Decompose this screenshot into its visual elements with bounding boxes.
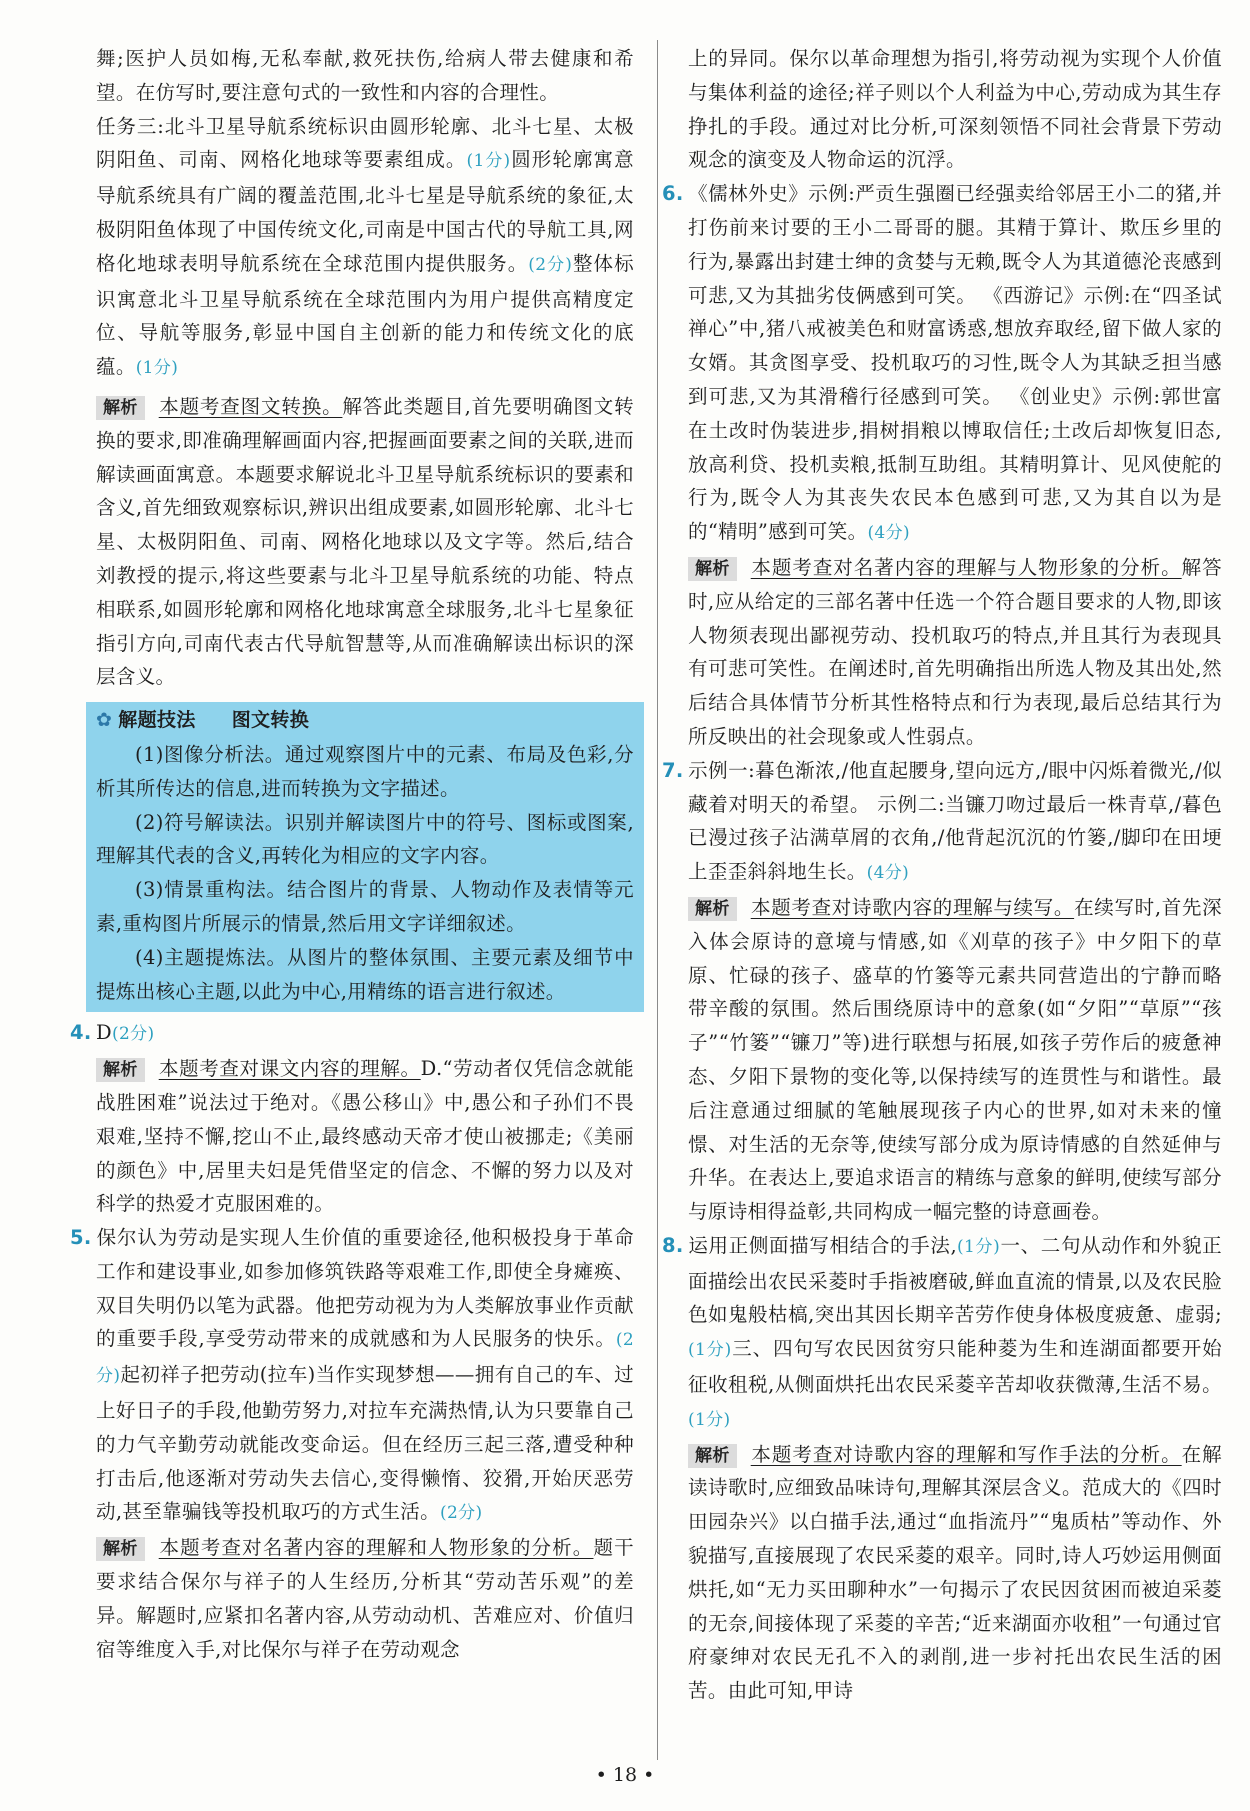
- question-4-answer: 4. D(2分): [96, 1016, 634, 1052]
- analysis-title: 本题考查对诗歌内容的理解与续写。: [750, 895, 1075, 919]
- task3-answer: 任务三:北斗卫星导航系统标识由圆形轮廓、北斗七星、太极阴阳鱼、司南、网格化地球等要素组成。(1分)圆形轮廓寓意导航系统具有广阔的覆盖范围,北斗七星是导航系统的象征,太极阴阳鱼体现了中国传统文化,司南是中国古代的导航工具,网格化地球表明导航系统在全球范围内提供服务。(2分)整体标识寓意北斗卫星导航系统在全球范围内为用户提供高精度定位、导航等服务,彰显中国自主创新的能力和传统文化的底蕴。(1分): [96, 114, 634, 379]
- analysis-label: 解析: [96, 1058, 145, 1082]
- tip-item: (2)符号解读法。识别并解读图片中的符号、图标或图案,理解其代表的含义,再转化为相应的文字内容。: [96, 810, 634, 868]
- score-label: (1分): [135, 358, 179, 379]
- score-label: (1分): [466, 151, 511, 172]
- score-label: (4分): [867, 523, 910, 544]
- analysis-block: 解析 本题考查对诗歌内容的理解与续写。在续写时,首先深入体会原诗的意境与情感,如《刈草的孩子》中夕阳下的草原、忙碌的孩子、盛草的竹篓等元素共同营造出的宁静而略带辛酸的氛围。然后围绕原诗中的意象(如“夕阳”“草原”“孩子”“竹篓”“镰刀”等)进行联想与拓展,如孩子劳作后的疲惫神态、夕阳下景物的变化等,以保持续写的连贯性与和谐性。最后注意通过细腻的笔触展现孩子内心的世界,如对未来的憧憬、对生活的无奈等,使续写部分成为原诗情感的自然延伸与升华。在表达上,要追求语言的精练与意象的鲜明,使续写部分与原诗相得益彰,共同构成一幅完整的诗意画卷。: [688, 895, 1222, 1224]
- analysis-block: 解析 本题考查对诗歌内容的理解和写作手法的分析。在解读诗歌时,应细致品味诗句,理解其深层含义。范成大的《四时田园杂兴》以白描手法,通过“血指流丹”“鬼质枯”等动作、外貌描写,直接展现了农民采菱的艰辛。同时,诗人巧妙运用侧面烘托,如“无力买田聊种水”一句揭示了农民因贫困而被迫采菱的无奈,间接体现了采菱的辛苦;“近来湖面亦收租”一句通过官府豪绅对农民无孔不入的剥削,进一步衬托出农民生活的困苦。由此可知,甲诗: [688, 1442, 1222, 1703]
- question-number: 5.: [70, 1226, 92, 1250]
- score-label: (1分): [688, 1340, 732, 1361]
- analysis-label: 解析: [688, 897, 737, 921]
- analysis-block: 解析 本题考查对课文内容的理解。D.“劳动者仅凭信念就能战胜困难”说法过于绝对。《愚公移山》中,愚公和子孙们不畏艰难,坚持不懈,挖山不止,最终感动天帝才使山被挪走;《美丽的颜色》中,居里夫妇是凭借坚定的信念、不懈的努力以及对科学的热爱才克服困难的。: [96, 1057, 634, 1216]
- analysis-block: 解析 本题考查对名著内容的理解和人物形象的分析。题干要求结合保尔与祥子的人生经历,分析其“劳动苦乐观”的差异。解题时,应紧扣名著内容,从劳动动机、苦难应对、价值归宿等维度入手,对比保尔与祥子在劳动观念: [96, 1536, 634, 1661]
- score-label: (2分): [440, 1503, 483, 1524]
- paragraph-continued: 上的异同。保尔以革命理想为指引,将劳动视为实现个人价值与集体利益的途径;祥子则以个人利益为中心,劳动成为其生存挣扎的手段。通过对比分析,可深刻领悟不同社会背景下劳动观念的演变及人物命运的沉浮。: [688, 47, 1222, 172]
- score-label: (1分): [688, 1409, 731, 1430]
- analysis-title: 本题考查对名著内容的理解和人物形象的分析。: [158, 1536, 594, 1560]
- tip-item: (3)情景重构法。结合图片的背景、人物动作及表情等元素,重构图片所展示的情景,然后用文字详细叙述。: [96, 878, 634, 935]
- analysis-label: 解析: [96, 1537, 145, 1561]
- score-label: (2分): [96, 1330, 634, 1387]
- question-number: 6.: [662, 182, 684, 206]
- analysis-title: 本题考查对名著内容的理解与人物形象的分析。: [750, 555, 1182, 579]
- page-number: • 18 •: [595, 1764, 655, 1786]
- analysis-title: 本题考查对课文内容的理解。: [158, 1057, 421, 1081]
- sparkle-icon: ✿: [96, 709, 113, 732]
- analysis-title: 本题考查图文转换。: [158, 394, 343, 418]
- analysis-label: 解析: [96, 396, 145, 420]
- left-column: [70, 42, 634, 1666]
- question-7-answer: 7. 示例一:暮色渐浓,/他直起腰身,望向远方,/眼中闪烁着微光,/似藏着对明天的希望。 示例二:当镰刀吻过最后一株青草,/暮色已漫过孩子沾满草屑的衣角,/他背起沉沉的竹篓,/脚印在田埂上歪歪斜斜地生长。(4分): [688, 754, 1222, 891]
- score-label: (1分): [957, 1236, 1001, 1257]
- analysis-label: 解析: [688, 557, 737, 581]
- score-label: (4分): [866, 863, 910, 884]
- analysis-label: 解析: [688, 1444, 737, 1468]
- tip-item: (4)主题提炼法。从图片的整体氛围、主要元素及细节中提炼出核心主题,以此为中心,用精练的语言进行叙述。: [96, 945, 634, 1003]
- question-5-answer: 5. 保尔认为劳动是实现人生价值的重要途径,他积极投身于革命工作和建设事业,如参加修筑铁路等艰难工作,即使全身瘫痪、双目失明仍以笔为武器。他把劳动视为为人类解放事业作贡献的重要手段,享受劳动带来的成就感和为人民服务的快乐。(2分)起初祥子把劳动(拉车)当作实现梦想——拥有自己的车、过上好日子的手段,他勤劳努力,对拉车充满热情,认为只要靠自己的力气辛勤劳动就能改变命运。但在经历三起三落,遭受种种打击后,他逐渐对劳动失去信心,变得懒惰、狡猾,开始厌恶劳动,甚至靠骗钱等投机取巧的方式生活。(2分): [96, 1221, 634, 1531]
- question-number: 4.: [70, 1021, 92, 1045]
- column-divider: [657, 40, 658, 1760]
- question-number: 8.: [662, 1233, 684, 1257]
- analysis-block: 解析 本题考查图文转换。解答此类题目,首先要明确图文转换的要求,即准确理解画面内容,把握画面要素之间的关联,进而解读画面寓意。本题要求解说北斗卫星导航系统标识的要素和含义,首先细致观察标识,辨识出组成要素,如圆形轮廓、北斗七星、太极阴阳鱼、司南、网格化地球以及文字等。然后,结合刘教授的提示,将这些要素与北斗卫星导航系统的功能、特点相联系,如圆形轮廓和网格化地球寓意全球服务,北斗七星象征指引方向,司南代表古代导航智慧等,从而准确解读出标识的深层含义。: [96, 394, 634, 689]
- question-number: 7.: [662, 758, 684, 782]
- tip-item: (1)图像分析法。通过观察图片中的元素、布局及色彩,分析其所传达的信息,进而转换为文字描述。: [96, 742, 634, 800]
- tip-box: [86, 702, 644, 1012]
- right-column: [662, 42, 1223, 1708]
- paragraph-continued: 舞;医护人员如梅,无私奉献,救死扶伤,给病人带去健康和希望。在仿写时,要注意句式的一致性和内容的合理性。: [96, 47, 634, 104]
- analysis-title: 本题考查对诗歌内容的理解和写作手法的分析。: [750, 1442, 1182, 1466]
- analysis-block: 解析 本题考查对名著内容的理解与人物形象的分析。解答时,应从给定的三部名著中任选一个符合题目要求的人物,即该人物须表现出鄙视劳动、投机取巧的特点,并且其行为表现具有可悲可笑性。在阐述时,首先明确指出所选人物及其出处,然后结合具体情节分析其性格特点和行为表现,最后总结其行为所反映出的社会现象或人性弱点。: [688, 555, 1222, 748]
- score-label: (2分): [528, 254, 573, 275]
- question-6-answer: 6. 《儒林外史》示例:严贡生强圈已经强卖给邻居王小二的猪,并打伤前来讨要的王小二哥哥的腿。其精于算计、欺压乡里的行为,暴露出封建士绅的贪婪与无赖,既令人为其道德沦丧感到可悲,又为其拙劣伎俩感到可笑。 《西游记》示例:在“四圣试禅心”中,猪八戒被美色和财富诱惑,想放弃取经,留下做人家的女婿。其贪图享受、投机取巧的习性,既令人为其缺乏担当感到可悲,又为其滑稽行径感到可笑。 《创业史》示例:郭世富在土改时伪装进步,捐树捐粮以博取信任;土改后却恢复旧态,放高利贷、投机卖粮,抵制互助组。其精明算计、见风使舵的行为,既令人为其丧失农民本色感到可悲,又为其自以为是的“精明”感到可笑。(4分): [688, 177, 1222, 551]
- score-label: (2分): [111, 1024, 155, 1045]
- tip-header: ✿ 解题技法 图文转换: [96, 709, 310, 732]
- question-8-answer: 8. 运用正侧面描写相结合的手法,(1分)一、二句从动作和外貌正面描绘出农民采菱时手指被磨破,鲜血直流的情景,以及农民脸色如鬼般枯槁,突出其因长期辛苦劳作使身体极度疲惫、虚弱;(1分)三、四句写农民因贫穷只能种菱为生和连湖面都要开始征收租税,从侧面烘托出农民采菱辛苦却收获微薄,生活不易。(1分): [688, 1229, 1222, 1438]
